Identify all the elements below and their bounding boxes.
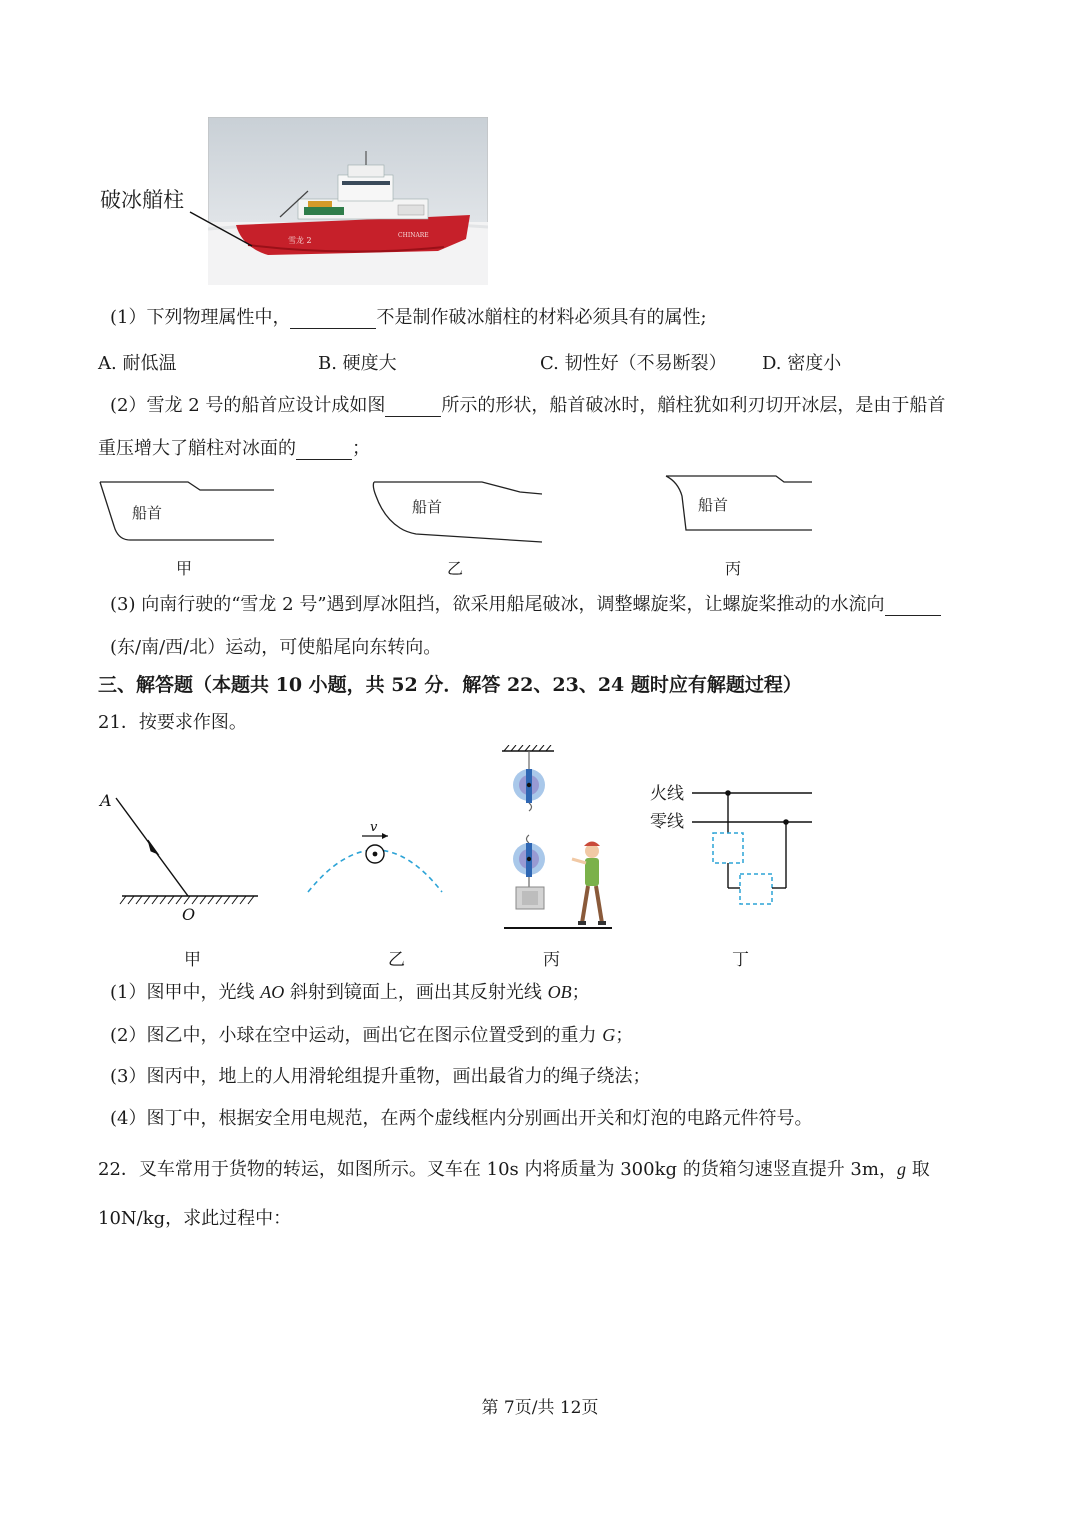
answer-blank-4[interactable] — [885, 597, 941, 616]
option-d: D. 密度小 — [762, 353, 842, 374]
q20-part1: (1）下列物理属性中， 不是制作破冰艏柱的材料必须具有的属性; — [110, 307, 707, 328]
q21-sub4: (4）图丁中，根据安全用电规范，在两个虚线框内分别画出开关和灯泡的电路元件符号。 — [110, 1108, 813, 1129]
q22-line2: 10N/kg，求此过程中： — [98, 1208, 292, 1229]
fig-caption-ding: 丁 — [732, 950, 749, 970]
q21-stem: 21．按要求作图。 — [98, 712, 247, 733]
q20-part2-line2: 重压增大了艏柱对冰面的 ； — [98, 438, 370, 459]
point-o-label: O — [182, 905, 196, 924]
point-a-label: A — [100, 791, 112, 810]
live-wire-label: 火线 — [650, 784, 684, 804]
fig-caption-yi: 乙 — [388, 950, 405, 970]
q21-sub3: (3）图丙中，地上的人用滑轮组提升重物，画出最省力的绳子绕法； — [110, 1066, 651, 1087]
option-c: C. 韧性好（不易断裂） — [540, 353, 727, 374]
bow-shape-jia — [96, 478, 280, 550]
bow-label-yi: 船首 — [412, 498, 443, 516]
option-a: A. 耐低温 — [98, 353, 177, 374]
q22-line1: 22．叉车常用于货物的转运，如图所示。叉车在 10s 内将质量为 300kg 的货箱匀速竖直提升 3m，g 取 — [98, 1159, 930, 1180]
figure-bing-pulleys — [496, 745, 618, 933]
figure-jia-mirror — [96, 790, 266, 926]
shape-caption-yi: 乙 — [447, 559, 464, 578]
neutral-wire-label: 零线 — [650, 812, 684, 832]
bow-shape-bing — [662, 472, 818, 540]
section3-title: 三、解答题（本题共 10 小题，共 52 分．解答 22、23、24 题时应有解题过程） — [98, 674, 802, 696]
q20-part3-line2: (东/南/西/北）运动，可使船尾向东转向。 — [110, 637, 442, 658]
q20-part2-line1: (2）雪龙 2 号的船首应设计成如图 所示的形状，船首破冰时，艏柱犹如利刃切开冰层，是由于船首 — [110, 395, 946, 416]
bow-shape-yi — [370, 478, 548, 550]
option-b: B. 硬度大 — [318, 353, 397, 374]
answer-blank-1[interactable] — [290, 310, 376, 329]
ship-hull-text: 雪龙 2 — [288, 236, 312, 245]
answer-blank-3[interactable] — [296, 441, 352, 460]
answer-blank-2[interactable] — [385, 398, 441, 417]
q20-part3-line1: (3) 向南行驶的“雪龙 2 号”遇到厚冰阻挡，欲采用船尾破冰，调整螺旋桨，让螺旋桨推动的水流向 — [110, 594, 941, 616]
icebreaker-photo — [208, 117, 488, 285]
page-footer: 第 7页/共 12页 — [481, 1398, 599, 1418]
callout-line — [188, 210, 258, 250]
fig-caption-jia: 甲 — [184, 950, 201, 970]
shape-caption-bing: 丙 — [725, 559, 742, 578]
figure-ding-circuit — [690, 785, 816, 913]
velocity-label: v — [370, 820, 378, 835]
shape-caption-jia: 甲 — [176, 559, 193, 578]
bow-label-bing: 船首 — [698, 496, 729, 514]
bow-label-jia: 船首 — [132, 504, 163, 522]
ship-side-text: CHINARE — [398, 232, 429, 239]
fig-caption-bing: 丙 — [543, 950, 560, 970]
callout-label: 破冰艏柱 — [100, 188, 184, 212]
q21-sub1: (1）图甲中，光线 AO 斜射到镜面上，画出其反射光线 OB； — [110, 982, 590, 1003]
figure-yi-ball — [300, 816, 450, 896]
q21-sub2: (2）图乙中，小球在空中运动，画出它在图示位置受到的重力 G； — [110, 1025, 634, 1046]
